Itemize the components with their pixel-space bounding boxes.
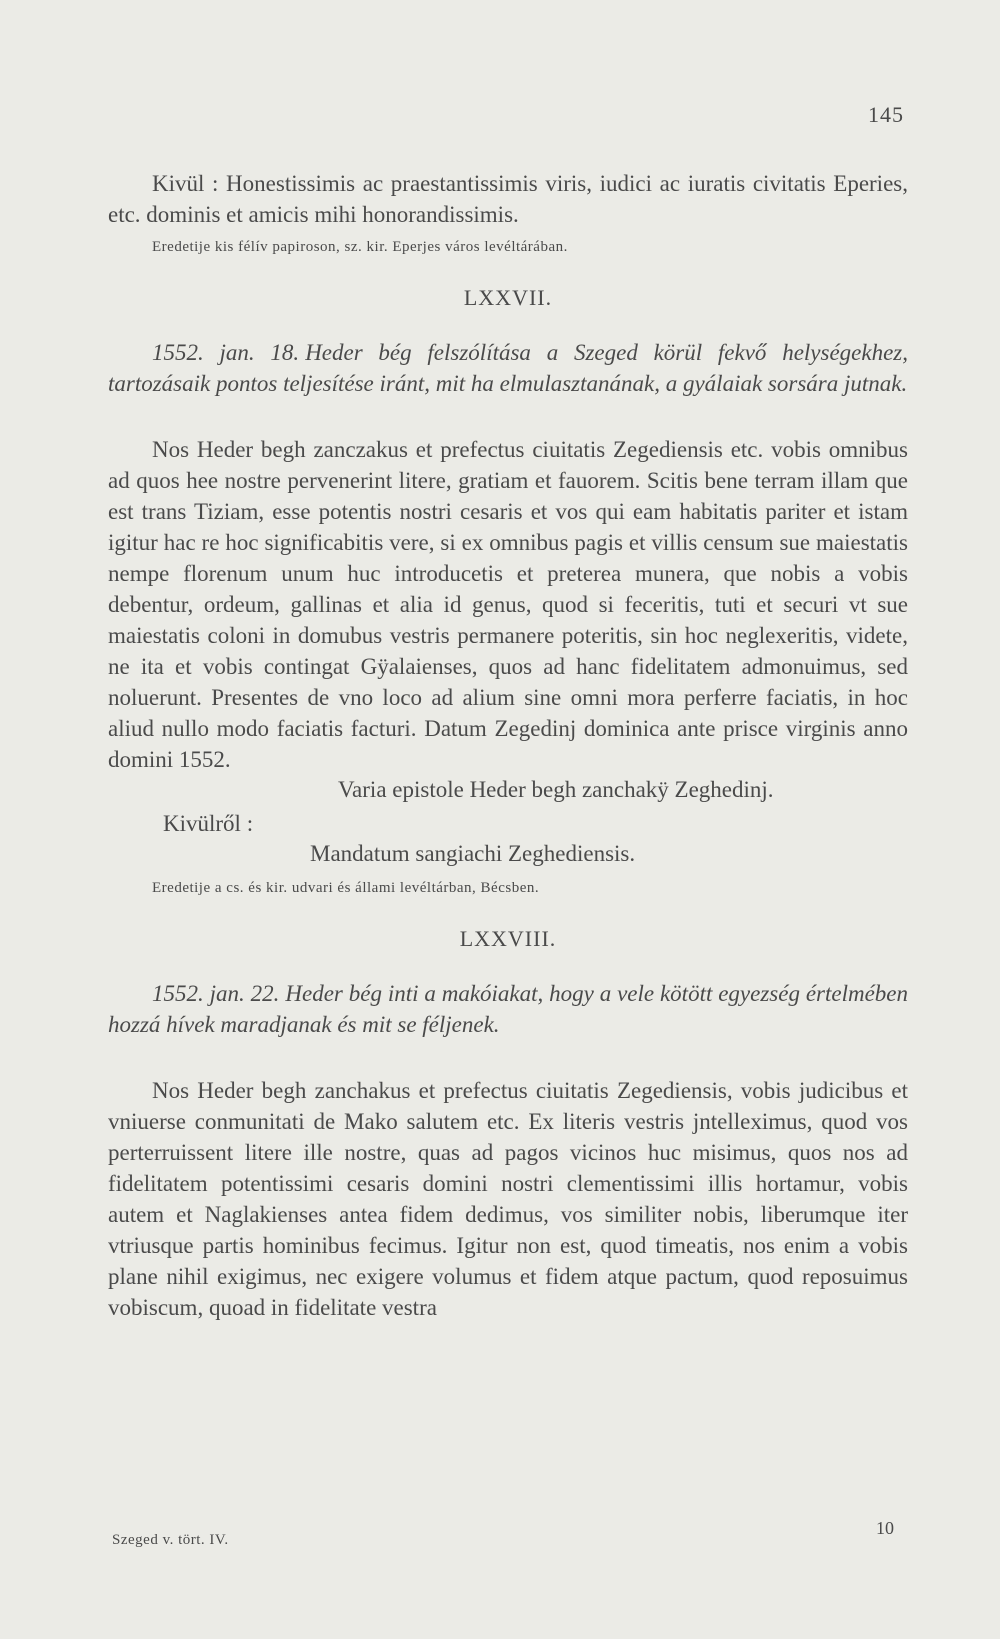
document-77-archive-note: Eredetije a cs. és kir. udvari és állami levéltárban, Bécsben. [152, 880, 540, 896]
previous-document-archive-note: Eredetije kis félív papiroson, sz. kir. Eperjes város levéltárában. [152, 239, 568, 255]
document-77-endorsement-line2: Mandatum sangiachi Zeghediensis. [310, 841, 636, 866]
document-77-summary-text: Heder bég felszólítása a Szeged körül fekvő helységekhez, tartozásaik pontos teljesítése iránt, mit ha elmulasztanának, a gyálaiak sorsára jutnak. [108, 340, 908, 396]
page-number: 145 [868, 102, 904, 127]
document-77-endorsement [108, 775, 908, 871]
document-78-body: Nos Heder begh zanchakus et prefectus ciuitatis Zegediensis, vobis judicibus et vniuerse conmunitati de Mako salutem etc. Ex literis vestris jntelleximus, quod vos perterruissent litere ille nostre, quas ad pagos vicinos huc misimus, quos nos ad fidelitatem potentissimi cesaris domini nostri clementissimi illis hortamur, vobis autem et Naglakienses antea fidem dedimus, vos similiter nobis, liberumque iter vtriusque partis hominibus fecimus. Igitur non est, quod timeatis, nos enim a vobis plane nihil exigimus, nec exigere volumus et fidem atque pactum, quod reposuimus vobiscum, quoad in fidelitate vestra [108, 1078, 908, 1320]
document-77-numeral: LXXVII. [463, 285, 553, 310]
document-77-endorsement-line1: Varia epistole Heder begh zanchakÿ Zeghedinj. [338, 777, 774, 802]
document-78-date: 1552. jan. 22. [152, 981, 280, 1006]
footer-signature: Szeged v. tört. IV. [112, 1532, 229, 1548]
page-content [108, 168, 908, 1323]
document-77-date: 1552. jan. 18. [152, 340, 300, 365]
document-77-body: Nos Heder begh zanczakus et prefectus ciuitatis Zegediensis etc. vobis omnibus ad quos hee nostre pervenerint litere, gratiam et fauorem. Scitis bene terram illam que est trans Tiziam, esse potentis nostri cesaris et vos qui eam habitatis pariter et istam igitur hac re hoc significabitis vere, si ex omnibus pagis et villis censum sue maiestatis nempe florenum unum huc introducetis et preterea munera, que nobis a vobis debentur, ordeum, gallinas et alia id genus, quod si feceritis, tuti et securi vt sue maiestatis coloni in domubus vestris permanere poteritis, sin hoc neglexeritis, videte, ne ita et vobis contingat Gÿalaienses, quos ad hanc fidelitatem admonuimus, sed noluerunt. Presentes de vno loco ad alium sine omni mora perferre faciatis, in hoc aliud nullo modo faciatis facturi. Datum Zegedinj dominica ante prisce virginis anno domini 1552. [108, 437, 908, 772]
document-78-summary-text: Heder bég inti a makóiakat, hogy a vele kötött egyezség értelmében hozzá hívek maradjanak és mit se féljenek. [108, 981, 909, 1037]
document-78-numeral: LXXVIII. [459, 926, 557, 951]
document-77-endorsement-label: Kivülről : [163, 811, 254, 836]
previous-document-endorsement: Kivül : Honestissimis ac praestantissimis viris, iudici ac iuratis civitatis Eperies, etc. dominis et amicis mihi honorandissimis. [108, 171, 908, 227]
document-78-summary [108, 978, 908, 1040]
footer-sheet-number: 10 [876, 1518, 894, 1538]
document-77-summary [108, 337, 908, 399]
